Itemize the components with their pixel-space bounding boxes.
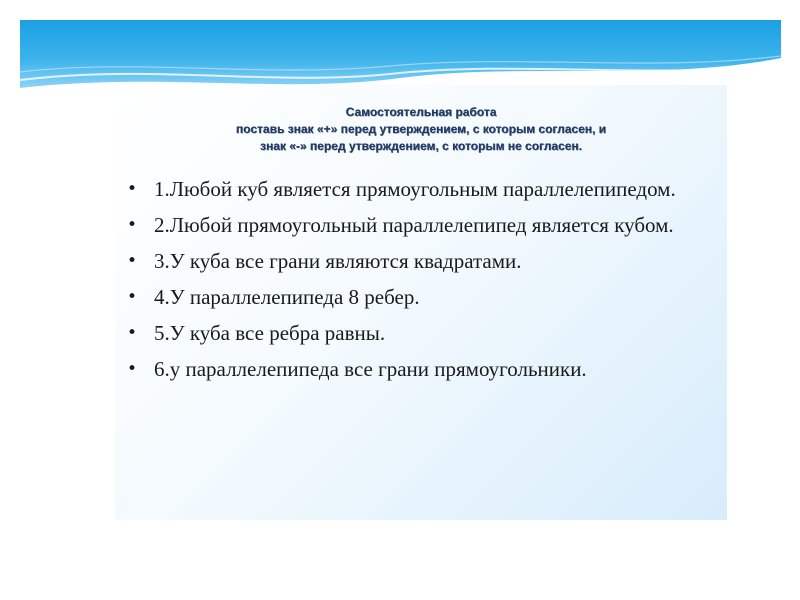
bullet-icon: •	[127, 179, 138, 199]
statement-text: 2.Любой прямоугольный параллелепипед является кубом.	[154, 213, 674, 237]
list-item	[127, 210, 687, 240]
heading-instruction-line-2: знак «-» перед утверждением, с которым не согласен.	[260, 139, 582, 153]
bullet-icon: •	[127, 323, 138, 343]
statement-list	[127, 174, 687, 390]
statement-text: 4.У параллелепипеда 8 ребер.	[154, 285, 420, 309]
list-item	[127, 318, 687, 348]
bullet-icon: •	[127, 251, 138, 271]
statement-text: 5.У куба все ребра равны.	[154, 321, 386, 345]
list-item	[127, 246, 687, 276]
bullet-icon: •	[127, 215, 138, 235]
list-item	[127, 354, 687, 384]
heading-instruction-line-1: поставь знак «+» перед утверждением, с которым согласен, и	[235, 122, 607, 136]
statement-text: 6.у параллелепипеда все грани прямоугольники.	[154, 357, 587, 381]
bullet-icon: •	[127, 359, 138, 379]
assignment-heading	[115, 104, 727, 155]
list-item	[127, 282, 687, 312]
statement-text: 1.Любой куб является прямоугольным параллелепипедом.	[154, 177, 676, 201]
list-item	[127, 174, 687, 204]
statement-text: 3.У куба все грани являются квадратами.	[154, 249, 522, 273]
header-wave-band	[20, 20, 781, 95]
bullet-icon: •	[127, 287, 138, 307]
heading-title: Самостоятельная работа	[345, 105, 497, 119]
